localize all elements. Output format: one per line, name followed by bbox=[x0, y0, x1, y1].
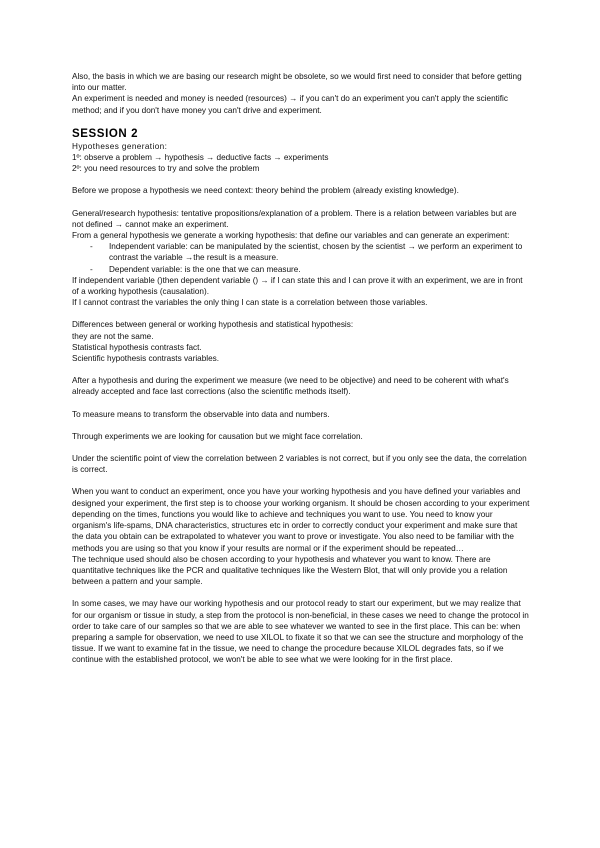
if-cannot-paragraph: If I cannot contrast the variables the only thing I can state is a correlation between those variables. bbox=[72, 298, 428, 308]
hypotheses-step-1: 1º: observe a problem → hypothesis → deductive facts → experiments bbox=[72, 153, 329, 163]
through-experiments-paragraph: Through experiments we are looking for causation but we might face correlation. bbox=[72, 431, 363, 441]
conduct-experiment-paragraph: When you want to conduct an experiment, once you have your working hypothesis and you have defined your variables and designed your experiment, the first step is to choose your working organism. It should be chosen according to your experiment depending on the times, functions you would like to achieve and techniques you want to use. You need to know your organism's life-spams, DNA characteristics, structures etc in order to correctly conduct your experiment and make sure that the data you obtain can be extrapolated to whatever you want to prove or investigate. You also need to be familiar with the methods you are using so that you know if your results are normal or if the experiment should be repeated… bbox=[72, 487, 530, 553]
some-cases-paragraph: In some cases, we may have our working hypothesis and our protocol ready to start our experiment, but we may realize that for our organism or tissue in study, a step from the protocol is non-beneficial, in these cases we need to change the protocol in order to take care of our samples so that we are able to see whatever we wanted to see in the first place. This can be: when preparing a sample for observation, we need to use XILOL to fixate it so that we can see the structure and morphology of the tissue. If we want to examine fat in the tissue, we need to change the procedure because XILOL degrades fats, so if we continue with the established protocol, we won't be able to see what we were looking for in the first place. bbox=[72, 599, 529, 665]
context-paragraph: Before we propose a hypothesis we need context: theory behind the problem (already existing knowledge). bbox=[72, 186, 459, 196]
differences-item-2: Statistical hypothesis contrasts fact. bbox=[72, 342, 202, 352]
document-content bbox=[72, 71, 530, 666]
differences-heading: Differences between general or working hypothesis and statistical hypothesis: bbox=[72, 320, 354, 330]
to-measure-paragraph: To measure means to transform the observable into data and numbers. bbox=[72, 409, 330, 419]
technique-paragraph: The technique used should also be chosen according to your hypothesis and whatever you want to know. There are quantitative techniques like the PCR and qualitative techniques like the Western Blot, that will only provide you a relation between a pattern and your sample. bbox=[72, 554, 508, 587]
list-item bbox=[72, 264, 530, 275]
session-title: SESSION 2 bbox=[72, 127, 139, 140]
dependent-variable-text: Dependent variable: is the one that we can measure. bbox=[109, 264, 301, 274]
dash-bullet: - bbox=[90, 242, 93, 252]
scientific-view-paragraph: Under the scientific point of view the correlation between 2 variables is not correct, but if you only see the data, the correlation is correct. bbox=[72, 454, 527, 475]
after-hypothesis-paragraph: After a hypothesis and during the experiment we measure (we need to be objective) and need to be coherent with what's already accepted and face last corrections (also the scientific methods itself). bbox=[72, 376, 509, 397]
variables-list bbox=[72, 241, 530, 275]
independent-variable-text: Independent variable: can be manipulated by the scientist, chosen by the scientist → we perform an experiment to contrast the variable →the result is a measure. bbox=[109, 242, 523, 263]
dash-bullet: - bbox=[90, 264, 93, 274]
differences-item-1: they are not the same. bbox=[72, 331, 154, 341]
general-hypothesis-paragraph: General/research hypothesis: tentative propositions/explanation of a problem. There is a relation between variables but are not defined → cannot make an experiment. bbox=[72, 208, 517, 229]
working-hypothesis-paragraph: From a general hypothesis we generate a working hypothesis: that define our variables and can generate an experiment: bbox=[72, 231, 510, 241]
differences-item-3: Scientific hypothesis contrasts variables. bbox=[72, 354, 219, 364]
hypotheses-step-2: 2º: you need resources to try and solve the problem bbox=[72, 164, 260, 174]
hypotheses-heading: Hypotheses generation: bbox=[72, 141, 168, 151]
intro-paragraph-1: Also, the basis in which we are basing our research might be obsolete, so we would first need to consider that before getting into our matter. bbox=[72, 72, 522, 93]
list-item bbox=[72, 241, 530, 263]
if-independent-paragraph: If independent variable ()then dependent variable () → if I can state this and I can prove it with an experiment, we are in front of a working hypothesis (causalation). bbox=[72, 275, 523, 297]
intro-paragraph-2: An experiment is needed and money is needed (resources) → if you can't do an experiment you can't apply the scientific method; and if you don't have money you can't drive and experiment. bbox=[72, 94, 508, 115]
